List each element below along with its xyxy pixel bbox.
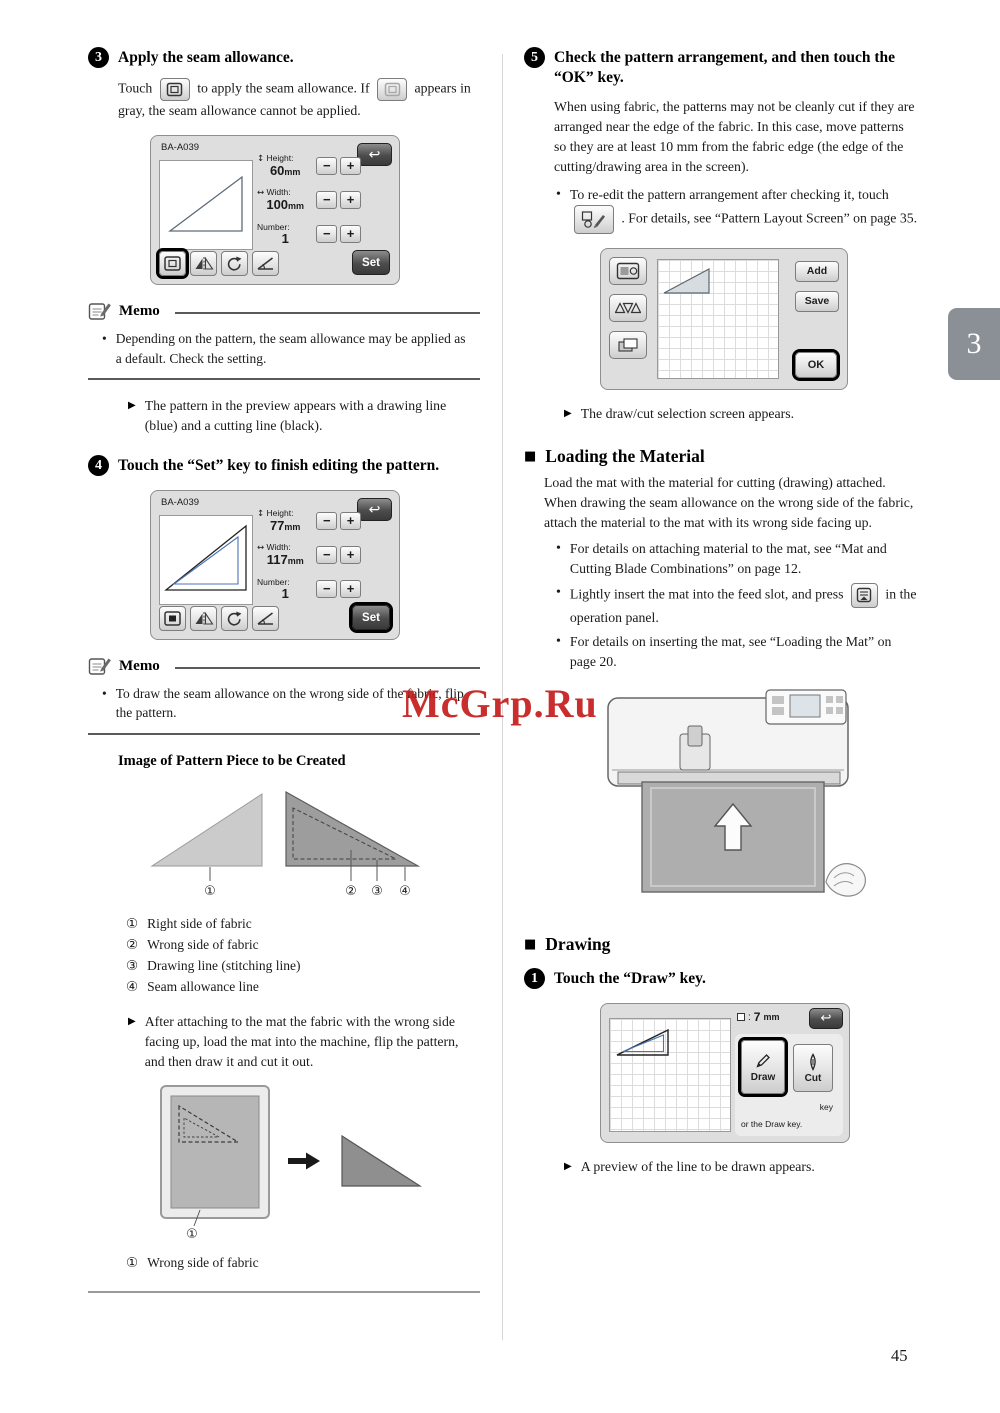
draw-step-1-number-badge: 1 <box>524 968 545 989</box>
plus-glyph: + <box>346 226 355 242</box>
reedit-text-2: . For details, see “Pattern Layout Screen” on page 35. <box>621 210 918 226</box>
height-label: Height: <box>266 153 294 164</box>
step-3-heading <box>88 46 480 68</box>
memo-title: Memo <box>119 657 160 674</box>
section-end-rule <box>88 1291 480 1293</box>
height-plus-key[interactable] <box>340 512 361 530</box>
callout-4: ④ <box>399 883 411 899</box>
height-unit: mm <box>284 522 301 533</box>
plus-glyph: + <box>346 158 355 174</box>
save-key[interactable] <box>795 291 839 312</box>
layout-grid <box>657 259 779 379</box>
panel-caption-2: or the Draw key. <box>741 1119 803 1130</box>
seam-allowance-tool-key[interactable] <box>159 251 186 276</box>
left-column <box>88 46 480 1293</box>
loading-bullet-3 <box>556 632 918 672</box>
height-value: 77 <box>269 518 285 534</box>
editing-key[interactable] <box>609 331 647 359</box>
loading-bullet-1-text: For details on attaching material to the mat, see “Mat and Cutting Blade Combinations” on page 12. <box>569 540 887 576</box>
cut-key[interactable] <box>793 1044 833 1092</box>
result-arrow-icon: ▶ <box>564 407 572 419</box>
pattern-layout-key[interactable] <box>574 205 614 234</box>
edit-tool-keys <box>159 606 279 631</box>
step-3-paragraph <box>118 78 480 121</box>
draw-step-1-title: Touch the “Draw” key. <box>554 969 706 987</box>
width-plus-key[interactable] <box>340 546 361 564</box>
step-5-title: Check the pattern arrangement, and then touch the “OK” key. <box>554 49 895 87</box>
rotate-icon <box>226 611 243 627</box>
edit-tool-keys <box>159 251 279 276</box>
loading-bullet-2 <box>556 583 918 628</box>
pattern-properties <box>257 505 361 607</box>
result-note <box>128 396 480 436</box>
triangle-with-seam-image <box>160 516 252 604</box>
bullet-glyph: • <box>556 540 561 556</box>
triangle-patterns-icon <box>615 301 641 315</box>
memo-box <box>88 301 480 379</box>
width-minus-key[interactable] <box>316 546 337 564</box>
bullet-glyph: • <box>556 186 561 202</box>
height-unit: mm <box>284 167 301 178</box>
legend-item <box>126 1254 480 1272</box>
number-value: 1 <box>281 230 289 246</box>
loading-paragraph-2: When drawing the seam allowance on the wrong side of the fabric, attach the material to the mat with its wrong side facing up. <box>544 494 914 530</box>
memo-icon <box>88 301 112 321</box>
result-arrow-icon: ▶ <box>128 399 136 411</box>
ok-key[interactable] <box>795 352 837 378</box>
cut-key-label: Cut <box>804 1072 822 1084</box>
height-plus-key[interactable] <box>340 157 361 175</box>
machine-illustration <box>582 686 874 914</box>
seam-width-indicator <box>737 1010 779 1024</box>
minus-glyph: − <box>323 581 331 597</box>
size-tool-key[interactable] <box>252 606 279 631</box>
legend-num: ① <box>126 915 139 932</box>
number-value: 1 <box>281 585 289 601</box>
loading-bullet-1 <box>556 539 918 579</box>
result-note-text: The pattern in the preview appears with a drawing line (blue) and a cutting line (black). <box>144 397 447 433</box>
height-minus-key[interactable] <box>316 157 337 175</box>
mat-legend <box>126 1254 480 1272</box>
legend-item <box>126 915 480 933</box>
draw-step-1-heading <box>524 967 918 989</box>
back-key[interactable] <box>809 1008 843 1029</box>
back-arrow-glyph: ↩ <box>368 501 381 518</box>
add-key[interactable] <box>795 261 839 282</box>
legend-item <box>126 936 480 954</box>
result-note <box>128 1012 480 1072</box>
callout-2: ② <box>345 883 357 899</box>
legend-text: Wrong side of fabric <box>147 936 259 952</box>
minus-glyph: − <box>323 547 331 563</box>
ok-key-label: OK <box>807 358 825 371</box>
loading-paragraph-1: Load the mat with the material for cutting (drawing) attached. <box>544 474 886 490</box>
number-property <box>257 573 361 604</box>
rotate-tool-key[interactable] <box>221 606 248 631</box>
step-3-number-badge: 3 <box>88 47 109 68</box>
width-unit: mm <box>287 556 304 567</box>
result-note-text: After attaching to the mat the fabric with the wrong side facing up, load the mat into the machine, flip the pattern, and then draw it and cut it out. <box>144 1014 459 1070</box>
seam-allowance-tool-key[interactable] <box>159 606 186 631</box>
draw-key[interactable] <box>741 1040 785 1094</box>
width-value: 100 <box>266 197 289 213</box>
width-property <box>257 539 361 570</box>
memo-rule-bottom <box>88 733 480 735</box>
size-tool-key[interactable] <box>252 251 279 276</box>
seam-allowance-icon <box>166 82 183 97</box>
result-note-text: A preview of the line to be drawn appears. <box>580 1159 815 1175</box>
back-arrow-glyph: ↩ <box>820 1011 832 1027</box>
step-3-title: Apply the seam allowance. <box>118 49 294 66</box>
legend-num: ② <box>126 936 139 953</box>
rotate-tool-key[interactable] <box>221 251 248 276</box>
plus-glyph: + <box>346 547 355 563</box>
result-note <box>564 404 918 424</box>
number-property <box>257 218 361 249</box>
step-3-text-2: to apply the seam allowance. If <box>197 81 370 97</box>
set-key[interactable] <box>352 605 390 630</box>
memo-rule <box>175 667 480 669</box>
width-arrows-icon: ↔ <box>257 188 265 199</box>
pattern-id-label: BA-A039 <box>161 142 200 154</box>
set-key-label: Set <box>362 611 380 624</box>
legend-num: ① <box>126 1255 139 1272</box>
mirror-icon <box>194 256 214 271</box>
loading-bullet-2-text-2: in the operation panel. <box>569 586 917 625</box>
hand <box>826 864 865 896</box>
loading-bullet-3-text: For details on inserting the mat, see “Loading the Mat” on page 20. <box>569 633 892 669</box>
layout-screen <box>600 248 848 390</box>
bullet-glyph: • <box>556 633 561 649</box>
memo-text: To draw the seam allowance on the wrong side of the fabric, flip the pattern. <box>115 686 464 721</box>
seam-width-value: 7 <box>753 1010 761 1025</box>
section-square-icon: ■ <box>524 448 537 464</box>
width-value: 117 <box>266 552 288 568</box>
plus-glyph: + <box>346 513 355 529</box>
feed-mat-key[interactable] <box>851 583 878 608</box>
number-minus-key[interactable] <box>316 580 337 598</box>
height-arrows-icon: ↕ <box>257 154 265 165</box>
draw-cut-panel <box>735 1034 843 1136</box>
number-minus-key[interactable] <box>316 225 337 243</box>
pencil-icon <box>754 1052 772 1070</box>
mat-load-diagram <box>156 1082 480 1240</box>
result-arrow-icon: ▶ <box>128 1016 136 1028</box>
step-3-text-1: Touch <box>118 81 153 97</box>
flow-arrow-icon <box>286 1150 322 1172</box>
layout-side-keys <box>609 257 647 359</box>
step-3-text-3: appears in gray, the seam allowance cannot be applied. <box>118 81 471 119</box>
mirror-icon <box>194 611 214 626</box>
right-column <box>524 46 918 1177</box>
legend-text: Seam allowance line <box>147 979 259 995</box>
page-number: 45 <box>891 1346 908 1365</box>
memo-rule-bottom <box>88 378 480 380</box>
height-arrows-icon: ↕ <box>257 509 265 520</box>
pattern-select-key[interactable] <box>609 294 647 322</box>
width-property <box>257 184 361 215</box>
loading-section-heading <box>524 446 918 467</box>
width-label: Width: <box>266 542 291 553</box>
memo-rule <box>175 312 480 314</box>
save-key-label: Save <box>804 295 830 308</box>
draw-preview-grid <box>609 1018 731 1132</box>
wrong-side-fabric-triangle <box>286 792 418 866</box>
bullet-glyph: • <box>102 331 107 347</box>
plus-glyph: + <box>346 192 355 208</box>
edit-screen-after <box>150 490 400 640</box>
width-label: Width: <box>266 187 291 198</box>
memo-body <box>102 329 474 367</box>
minus-glyph: − <box>323 192 331 208</box>
memo-title: Memo <box>119 302 160 319</box>
back-key[interactable] <box>357 498 392 521</box>
number-plus-key[interactable] <box>340 580 361 598</box>
legend-text: Drawing line (stitching line) <box>147 957 301 973</box>
legend-text: Wrong side of fabric <box>147 1255 259 1271</box>
step-4-title: Touch the “Set” key to finish editing the pattern. <box>118 456 440 474</box>
mat-with-flipped-pattern <box>156 1082 274 1240</box>
section-square-icon: ■ <box>524 936 537 952</box>
memo-header <box>88 301 480 321</box>
back-key[interactable] <box>357 143 392 166</box>
reedit-text-1: To re-edit the pattern arrangement after checking it, touch <box>569 186 889 202</box>
mirror-tool-key[interactable] <box>190 251 217 276</box>
result-note-text: The draw/cut selection screen appears. <box>580 405 795 421</box>
plus-glyph: + <box>346 581 355 597</box>
height-value: 60 <box>269 163 285 179</box>
callout-1: ① <box>204 883 216 899</box>
height-property <box>257 505 361 536</box>
bullet-glyph: • <box>102 686 107 702</box>
set-key[interactable] <box>352 250 390 275</box>
pattern-image-heading: Image of Pattern Piece to be Created <box>118 752 346 769</box>
back-arrow-glyph: ↩ <box>368 146 381 163</box>
legend-item <box>126 978 480 996</box>
pattern-properties <box>257 150 361 252</box>
pattern-preview <box>159 160 253 250</box>
layers-icon <box>617 337 639 353</box>
seam-square-icon <box>737 1013 745 1021</box>
bullet-glyph: • <box>556 584 561 600</box>
draw-key-label: Draw <box>750 1071 776 1083</box>
angle-icon <box>256 611 275 626</box>
pattern-preview <box>159 515 253 605</box>
callout-3: ③ <box>371 883 383 899</box>
width-arrows-icon: ↔ <box>257 543 265 554</box>
minus-glyph: − <box>323 513 331 529</box>
right-side-fabric-triangle <box>152 794 262 866</box>
reedit-bullet <box>556 185 918 234</box>
colon-glyph: : <box>748 1011 751 1023</box>
minus-glyph: − <box>323 158 331 174</box>
layout-triangle <box>661 263 713 297</box>
cut-result-triangle <box>334 1130 426 1192</box>
draw-select-screen <box>600 1003 850 1143</box>
step-5-heading <box>524 46 918 89</box>
height-minus-key[interactable] <box>316 512 337 530</box>
edit-screen-before <box>150 135 400 285</box>
blade-icon <box>806 1053 820 1071</box>
seam-allowance-applied-icon <box>163 610 182 627</box>
memo-text: Depending on the pattern, the seam allowance may be applied as a default. Check the setting. <box>115 331 466 366</box>
seam-allowance-key-grayed[interactable] <box>377 78 407 101</box>
seam-allowance-icon-gray <box>384 82 401 97</box>
memo-icon <box>88 656 112 676</box>
preview-triangle <box>613 1022 673 1060</box>
mat-callout-1: ① <box>186 1227 198 1241</box>
number-plus-key[interactable] <box>340 225 361 243</box>
drawing-section-heading <box>524 934 918 955</box>
height-label: Height: <box>266 508 294 519</box>
step-4-heading <box>88 454 480 476</box>
triangle-pattern-image <box>160 161 252 249</box>
memo-header <box>88 656 480 676</box>
add-key-label: Add <box>806 265 828 278</box>
loading-bullet-2-text-1: Lightly insert the mat into the feed slot, and press <box>569 586 844 602</box>
legend-item <box>126 957 480 975</box>
width-unit: mm <box>288 201 305 212</box>
pattern-id-label: BA-A039 <box>161 497 200 509</box>
pattern-legend <box>126 915 480 997</box>
height-property <box>257 150 361 181</box>
watermark: McGrp.Ru <box>402 681 598 726</box>
step-4-number-badge: 4 <box>88 455 109 476</box>
angle-icon <box>256 256 275 271</box>
legend-num: ③ <box>126 957 139 974</box>
background-scan-icon <box>616 262 640 280</box>
machine-body <box>608 690 848 786</box>
number-label: Number: <box>257 576 290 587</box>
seam-allowance-key[interactable] <box>160 78 190 101</box>
legend-num: ④ <box>126 979 139 996</box>
width-minus-key[interactable] <box>316 191 337 209</box>
feed-mat-icon <box>856 587 872 603</box>
width-plus-key[interactable] <box>340 191 361 209</box>
seam-allowance-icon <box>163 255 182 272</box>
set-key-label: Set <box>362 256 380 269</box>
seam-width-unit: mm <box>763 1012 780 1023</box>
minus-glyph: − <box>323 226 331 242</box>
result-arrow-icon: ▶ <box>564 1161 572 1173</box>
number-label: Number: <box>257 221 290 232</box>
mirror-tool-key[interactable] <box>190 606 217 631</box>
rotate-icon <box>226 256 243 272</box>
pattern-layout-icon <box>581 210 607 229</box>
legend-text: Right side of fabric <box>147 915 252 931</box>
drawing-section-title: Drawing <box>545 933 611 954</box>
panel-caption-1: key <box>819 1102 833 1113</box>
step-5-paragraph: When using fabric, the patterns may not be cleanly cut if they are arranged near the edge of the fabric. In this case, move patterns so they are at least 10 mm from the fabric edge (the edge of the cutting/drawing area in the screen). <box>554 98 915 174</box>
background-scan-key[interactable] <box>609 257 647 285</box>
loading-section-title: Loading the Material <box>545 445 705 466</box>
pattern-piece-diagram <box>146 778 426 903</box>
result-note <box>564 1157 918 1177</box>
step-5-number-badge: 5 <box>524 47 545 68</box>
chapter-tab: 3 <box>948 308 1000 380</box>
